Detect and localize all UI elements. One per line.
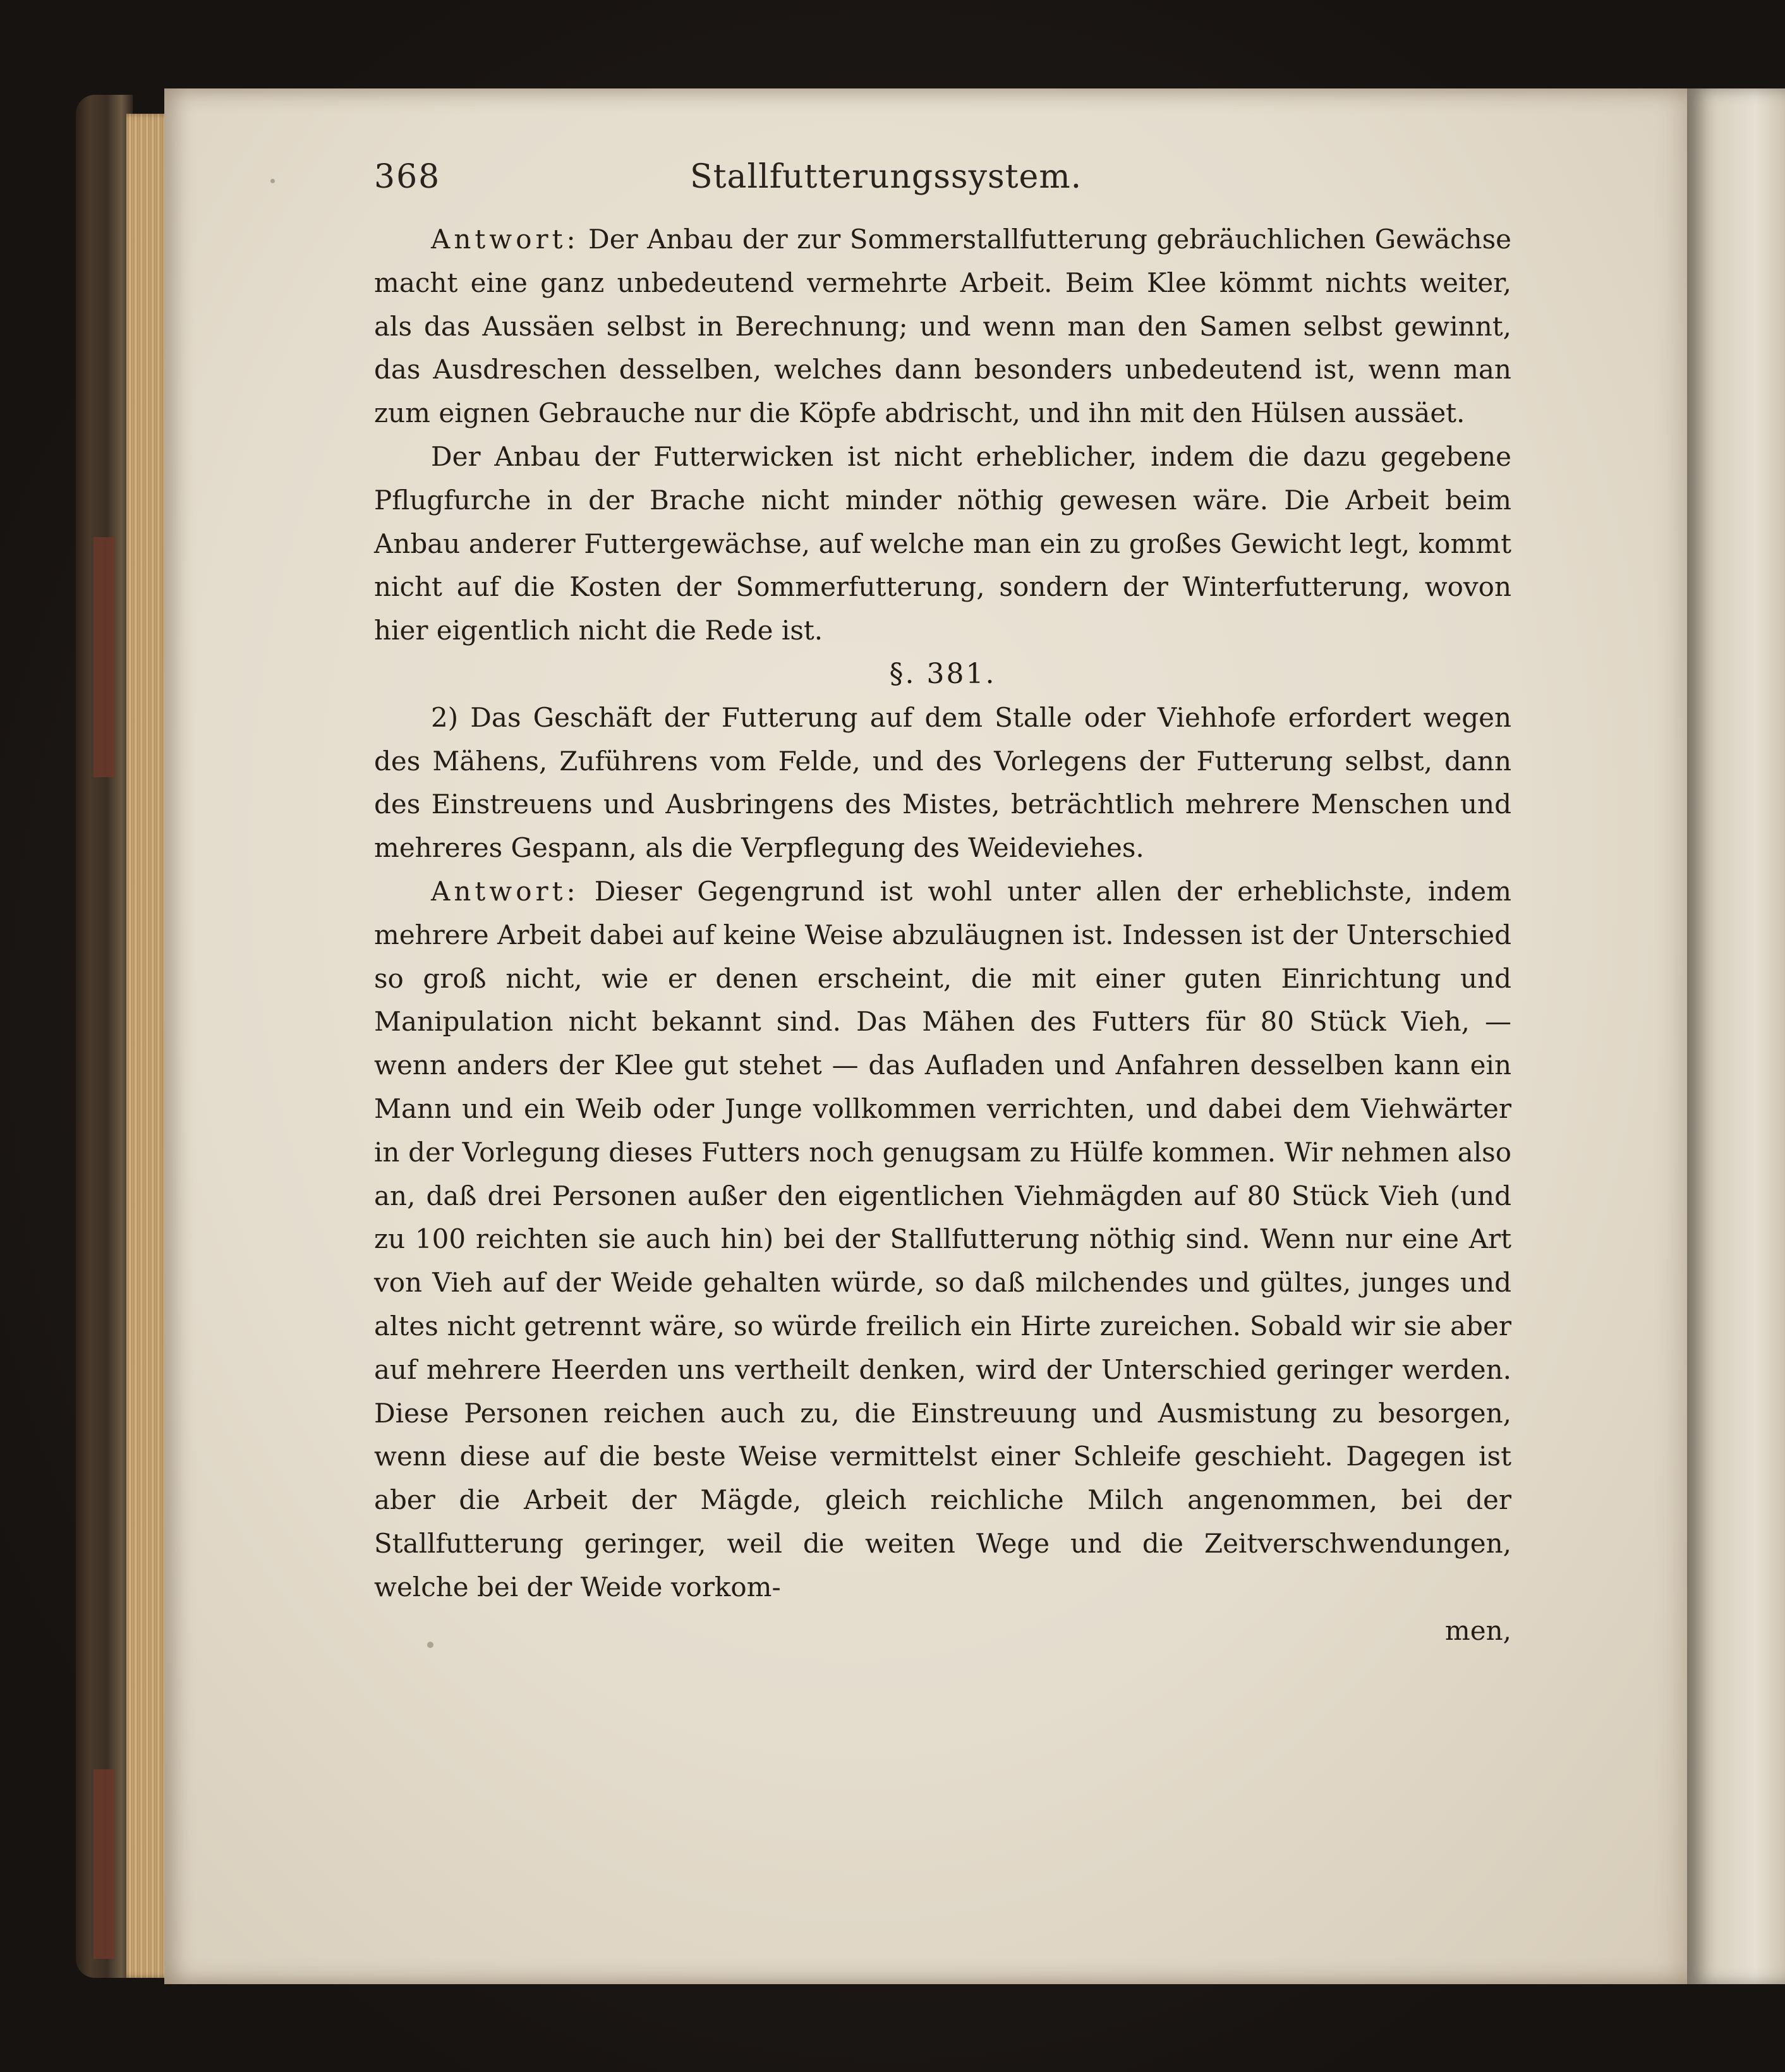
facing-page-edge [1687, 88, 1785, 1984]
page-body [374, 218, 1511, 1652]
section-heading: §. 381. [889, 657, 996, 690]
paragraph [374, 870, 1511, 1609]
book-spine [76, 95, 133, 1978]
paragraph-text: Dieser Gegengrund ist wohl unter allen der erheblichste, indem mehrere Arbeit dabei auf keine Weise abzuläugnen ist. Indessen ist der Unterschied so groß nicht, wie er denen erscheint, die mit einer guten Einrichtung und Manipulation nicht bekannt sind. Das Mähen des Futters für 80 Stück Vieh, — wenn anders der Klee gut stehet — das Aufladen und Anfahren desselben kann ein Mann und ein Weib oder Junge vollkommen verrichten, und dabei dem Viehwärter in der Vorlegung dieses Futters noch genugsam zu Hülfe kommen. Wir nehmen also an, daß drei Personen außer den eigentlichen Viehmägden auf 80 Stück Vieh (und zu 100 reichten sie auch hin) bei der Stallfutterung nöthig sind. Wenn nur eine Art von Vieh auf der Weide gehalten würde, so daß milchendes und gültes, junges und altes nicht getrennt wäre, so würde freilich ein Hirte zureichen. Sobald wir sie aber auf mehrere Heerden uns vertheilt denken, wird der Unterschied geringer werden. Diese Personen reichen auch zu, die Einstreuung und Ausmistung zu besorgen, wenn diese auf die beste Weise vermittelst einer Schleife geschieht. Dagegen ist aber die Arbeit der Mägde, gleich reichliche Milch angenommen, bei der Stallfutterung geringer, weil die weiten Wege und die Zeitverschwendungen, welche bei der Weide vorkom- [374, 875, 1511, 1602]
paragraph-text: Der Anbau der zur Sommerstallfutterung gebräuchlichen Gewächse macht eine ganz unbedeutend vermehrte Arbeit. Beim Klee kömmt nichts weiter, als das Aussäen selbst in Berechnung; und wenn man den Samen selbst gewinnt, das Ausdreschen desselben, welches dann besonders unbedeutend ist, wenn man zum eignen Gebrauche nur die Köpfe abdrischt, und ihn mit den Hülsen aussäet. [374, 224, 1511, 429]
spine-band [94, 1769, 115, 1959]
paper-speck [270, 179, 275, 183]
running-head: Stallfutterungssystem. [690, 158, 1082, 196]
spine-band [94, 537, 115, 777]
catchword: men, [1444, 1615, 1511, 1646]
paragraph-text: 2) Das Geschäft der Futterung auf dem Stalle oder Viehhofe erfordert wegen des Mähens, Zuführens vom Felde, und des Vorlegens der Futterung selbst, dann des Einstreuens und Ausbringens des Mistes, beträchtlich mehrere Menschen und mehreres Gespann, als die Verpflegung des Weideviehes. [374, 701, 1511, 864]
answer-label: Antwort: [431, 875, 579, 907]
paragraph [374, 435, 1511, 653]
answer-label: Antwort: [431, 224, 579, 255]
paragraph [374, 218, 1511, 435]
paragraph [374, 696, 1511, 870]
page-number: 368 [374, 158, 441, 196]
paragraph-text: Der Anbau der Futterwicken ist nicht erheblicher, indem die dazu gegebene Pflugfurche in der Brache nicht minder nöthig gewesen wäre. Die Arbeit beim Anbau anderer Futtergewächse, auf welche man ein zu großes Gewicht legt, kommt nicht auf die Kosten der Sommerfutterung, sondern der Winterfutterung, wovon hier eigentlich nicht die Rede ist. [374, 440, 1511, 646]
